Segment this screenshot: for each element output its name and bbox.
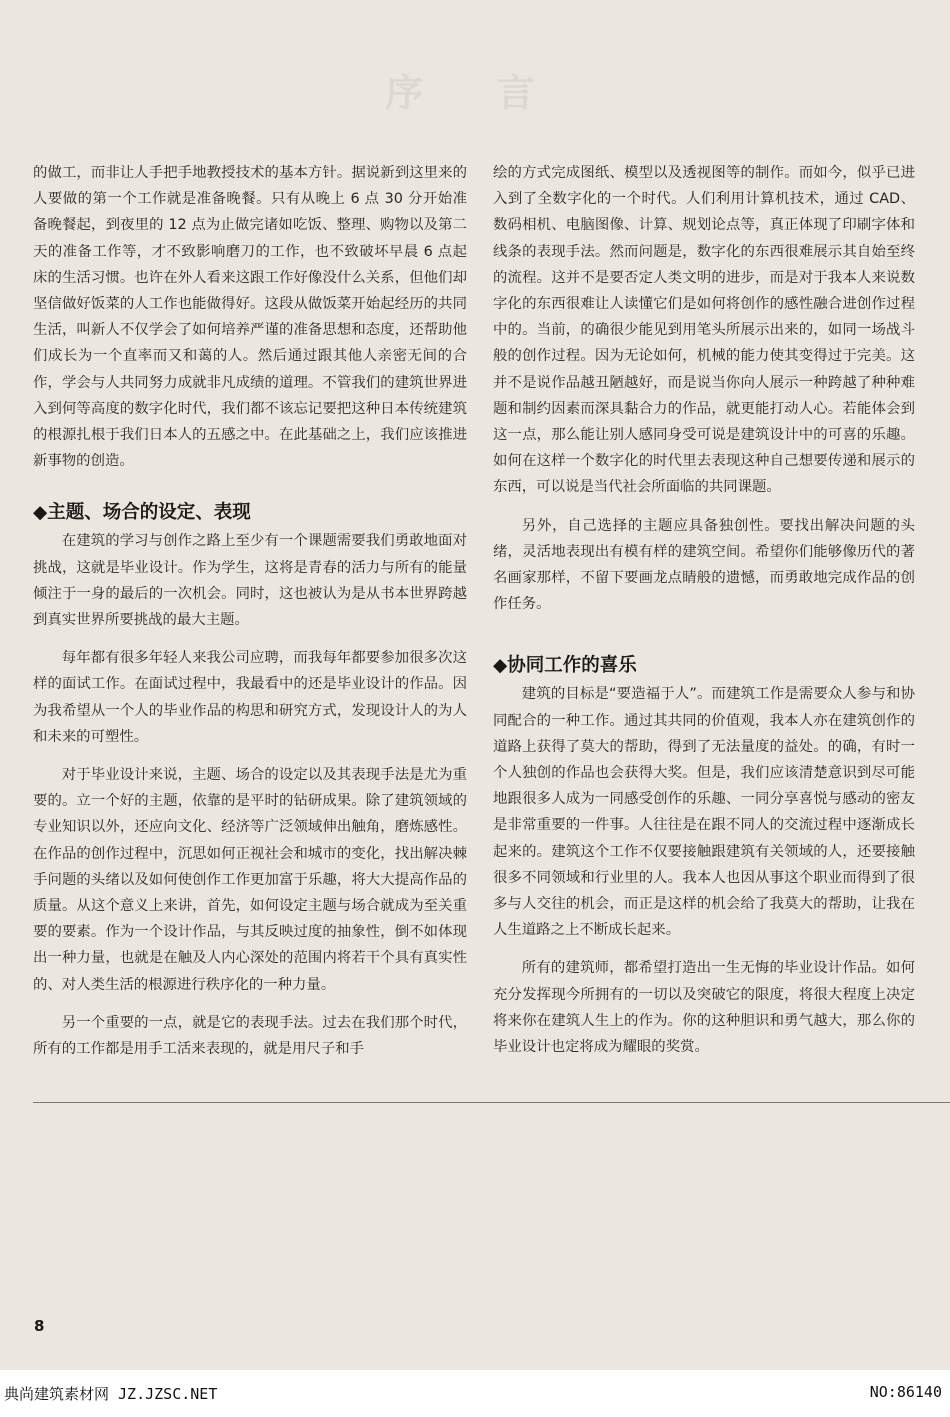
paragraph: 的做工，而非让人手把手地教授技术的基本方针。据说新到这里来的人要做的第一个工作就是准备晚餐。只有从晚上 6 点 30 分开始准备晚餐起，到夜里的 12 点为止做完诸如吃饭、整理、购物以及第二天的准备工作等，才不致影响磨刀的工作，也不致破坏早晨 6 点起床的生活习惯。也许在外人看来这跟工作好像没什么关系，但他们却坚信做好饭菜的人工作也能做得好。这段从做饭菜开始起经历的共同生活，叫新人不仅学会了如何培养严谨的准备思想和态度，还帮助他们成长为一个直率而又和蔼的人。然后通过跟其他人亲密无间的合作，学会与人共同努力成就非凡成绩的道理。不管我们的建筑世界进入到何等高度的数字化时代，我们都不该忘记要把这种日本传统建筑的根源扎根于我们日本人的五感之中。在此基础之上，我们应该推进新事物的创造。 [33, 165, 467, 470]
paragraph: 建筑的目标是“要造福于人”。而建筑工作是需要众人参与和协同配合的一种工作。通过其共同的价值观，我本人亦在建筑创作的道路上获得了莫大的帮助，得到了无法量度的益处。的确，有时一个人独创的作品也会获得大奖。但是，我们应该清楚意识到尽可能地跟很多人成为一同感受创作的乐趣、一同分享喜悦与感动的密友是非常重要的一件事。人往往是在跟不同人的交流过程中逐渐成长起来的。建筑这个工作不仅要接触跟建筑有关领域的人，还要接触很多不同领域和行业里的人。我本人也因从事这个职业而得到了很多与人交往的机会，而正是这样的机会给了我莫大的帮助，让我在人生道路之上不断成长起来。 [493, 686, 915, 939]
watermark-id: NO:86140 [869, 1383, 942, 1401]
paragraph: 另一个重要的一点，就是它的表现手法。过去在我们那个时代，所有的工作都是用手工活来表现的，就是用尺子和手 [33, 1014, 467, 1058]
page-number: 8 [34, 1317, 45, 1335]
paragraph: 每年都有很多年轻人来我公司应聘，而我每年都要参加很多次这样的面试工作。在面试过程中，我最看中的还是毕业设计的作品。因为我希望从一个人的毕业作品的构思和研究方式，发现设计人的为人和未来的可塑性。 [33, 650, 467, 745]
page-title: 序 言 [385, 71, 565, 115]
right-column [493, 160, 915, 1060]
paragraph: 在建筑的学习与创作之路上至少有一个课题需要我们勇敢地面对挑战，这就是毕业设计。作为学生，这将是青春的活力与所有的能量倾注于一身的最后的一次机会。同时，这也被认为是从书本世界跨越到真实世界所要挑战的最大主题。 [33, 533, 467, 629]
paragraph: 所有的建筑师，都希望打造出一生无悔的毕业设计作品。如何充分发挥现今所拥有的一切以及突破它的限度，将很大程度上决定将来你在建筑人生上的作为。你的这种胆识和勇气越大，那么你的毕业设计也定将成为耀眼的奖赏。 [493, 960, 915, 1056]
watermark-site: 典尚建筑素材网 JZ.JZSC.NET [4, 1385, 218, 1403]
paragraph: 绘的方式完成图纸、模型以及透视图等的制作。而如今，似乎已进入到了全数字化的一个时代。人们利用计算机技术，通过 CAD、数码相机、电脑图像、计算、规划论点等，真正体现了印刷字体和线条的表现手法。然而问题是，数字化的东西很难展示其自始至终的流程。这并不是要否定人类文明的进步，而是对于我本人来说数字化的东西很难让人读懂它们是如何将创作的感性融合进创作过程中的。当前，的确很少能见到用笔头所展示出来的，如同一场战斗般的创作过程。因为无论如何，机械的能力使其变得过于完美。这并不是说作品越丑陋越好，而是说当你向人展示一种跨越了种种难题和制约因素而深具黏合力的作品，就更能打动人心。若能体会到这一点，那么能让别人感同身受可说是建筑设计中的可喜的乐趣。如何在这样一个数字化的时代里去表现这种自己想要传递和展示的东西，可以说是当代社会所面临的共同课题。 [493, 165, 915, 496]
section-heading-theme: ◆主题、场合的设定、表现 [33, 502, 251, 524]
horizontal-divider [33, 1102, 950, 1103]
left-column [33, 160, 467, 1062]
section-heading-collaboration: ◆协同工作的喜乐 [493, 655, 637, 677]
paragraph: 另外，自己选择的主题应具备独创性。要找出解决问题的头绪，灵活地表现出有模有样的建筑空间。希望你们能够像历代的著名画家那样，不留下要画龙点睛般的遗憾，而勇敢地完成作品的创作任务。 [493, 517, 915, 613]
paragraph: 对于毕业设计来说，主题、场合的设定以及其表现手法是尤为重要的。立一个好的主题，依靠的是平时的钻研成果。除了建筑领域的专业知识以外，还应向文化、经济等广泛领域伸出触角，磨炼感性。在作品的创作过程中，沉思如何正视社会和城市的变化，找出解决棘手问题的头绪以及如何使创作工作更加富于乐趣，将大大提高作品的质量。从这个意义上来讲，首先，如何设定主题与场合就成为至关重要的要素。作为一个设计作品，与其反映过度的抽象性，倒不如体现出一种力量，也就是在触及人内心深处的范围内将若干个具有真实性的、对人类生活的根源进行秩序化的一种力量。 [33, 767, 467, 993]
